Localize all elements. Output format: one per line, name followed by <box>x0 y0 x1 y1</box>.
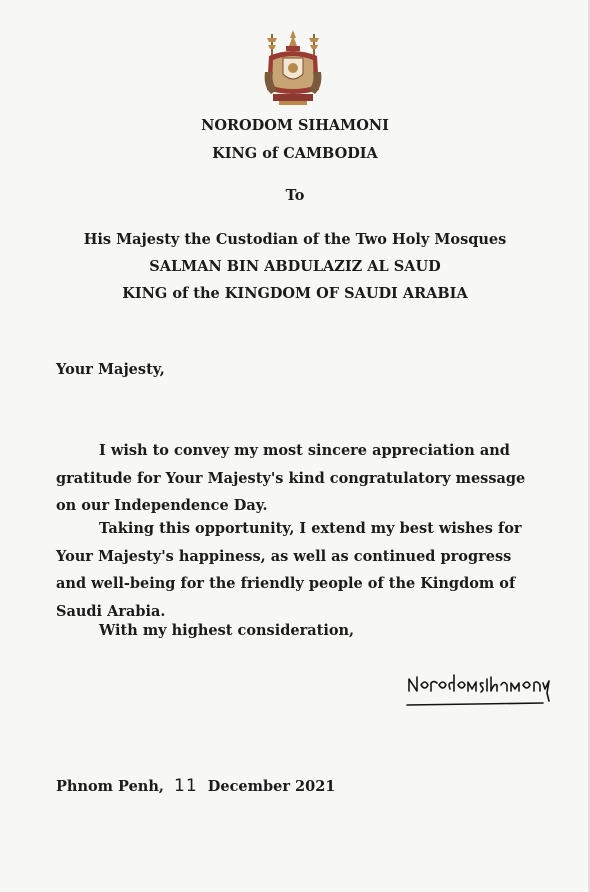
date-day: 11 <box>174 776 198 796</box>
body-paragraph-2 <box>56 515 536 625</box>
place-and-date <box>56 776 335 796</box>
royal-arms-of-cambodia-icon <box>259 28 327 108</box>
sender-name: NORODOM SIHAMONI <box>201 117 389 134</box>
signature <box>403 665 553 710</box>
sender-title: KING of CAMBODIA <box>212 145 378 162</box>
salutation: Your Majesty, <box>56 361 165 378</box>
body-paragraph-1 <box>56 437 536 520</box>
to-label: To <box>285 187 305 204</box>
body-paragraph-2-text: Taking this opportunity, I extend my best wishes for Your Majesty's happiness, as well as continued progress and well-being for the friendly people of the Kingdom of Saudi Arabia. <box>56 520 522 620</box>
addressee-title: KING of the KINGDOM OF SAUDI ARABIA <box>122 285 468 302</box>
place: Phnom Penh, <box>56 778 164 795</box>
body-paragraph-1-text: I wish to convey my most sincere appreciation and gratitude for Your Majesty's kind congratulatory message on our Independence Day. <box>56 442 526 514</box>
addressee-name: SALMAN BIN ABDULAZIZ AL SAUD <box>149 258 441 275</box>
date-month-year: December 2021 <box>207 778 336 795</box>
addressee-honorific: His Majesty the Custodian of the Two Holy Mosques <box>83 231 507 248</box>
closing: With my highest consideration, <box>99 622 355 639</box>
